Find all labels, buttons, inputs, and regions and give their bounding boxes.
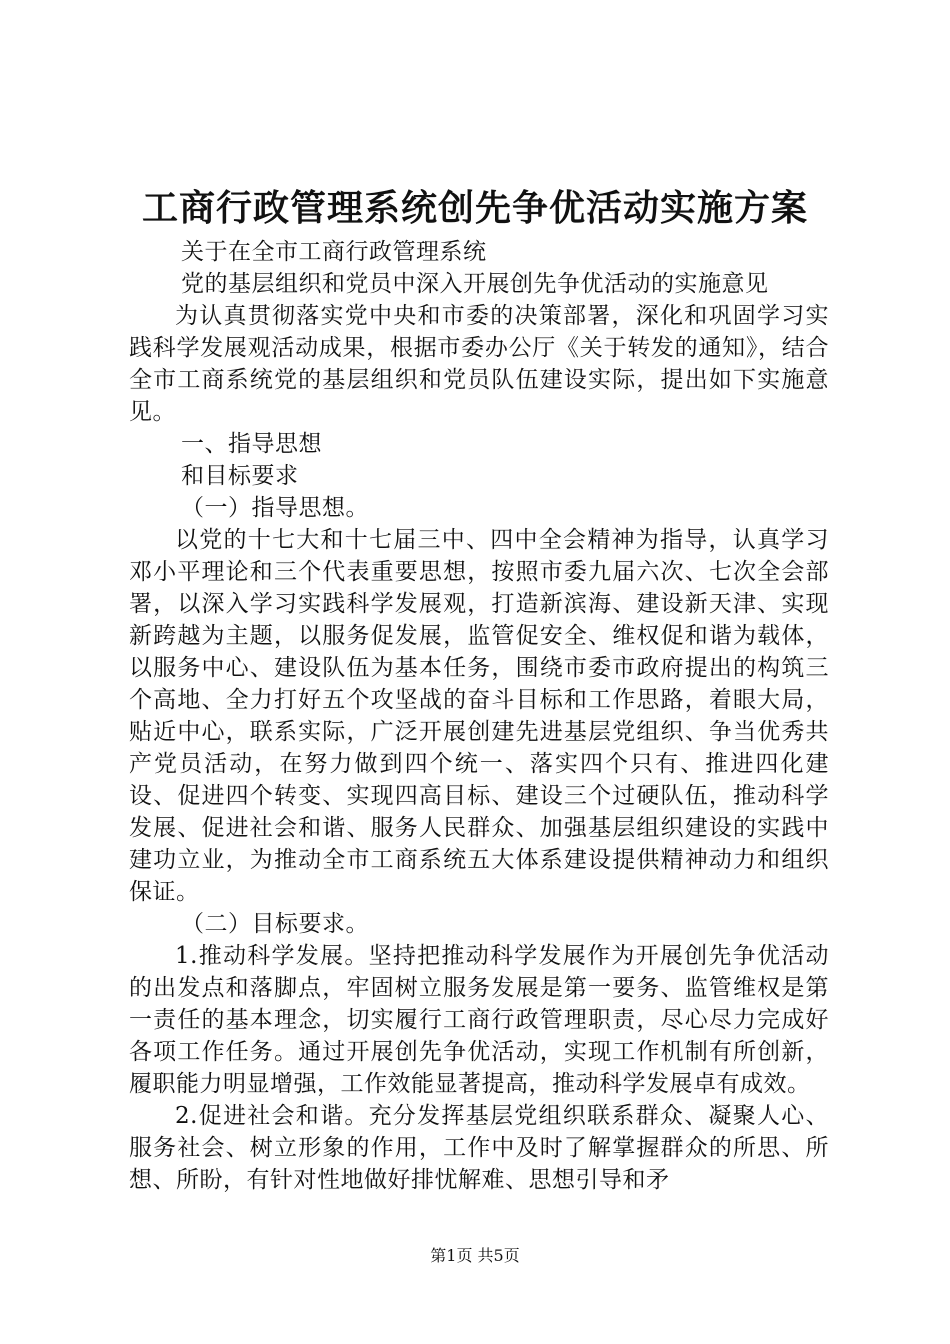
subtitle-line-2: 党的基层组织和党员中深入开展创先争优活动的实施意见: [181, 271, 769, 297]
section-heading-line-2: 和目标要求: [181, 463, 299, 489]
goal-item-1: 1.推动科学发展。坚持把推动科学发展作为开展创先争优活动的出发点和落脚点，牢固树立服务发展是第一要务、监管维权是第一责任的基本理念，切实履行工商行政管理职责，尽心尽力完成好各项工作任务。通过开展创先争优活动，实现工作机制有所创新，履职能力明显增强，工作效能显著提高，推动科学发展卓有成效。: [129, 943, 829, 1097]
subtitle-line-1: 关于在全市工商行政管理系统: [181, 239, 487, 265]
page-number-footer: 第1页 共5页: [430, 1246, 520, 1265]
intro-paragraph: 为认真贯彻落实党中央和市委的决策部署，深化和巩固学习实践科学发展观活动成果，根据市委办公厅《关于转发的通知》，结合全市工商系统党的基层组织和党员队伍建设实际，提出如下实施意见。: [129, 303, 829, 425]
guiding-ideology-paragraph: 以党的十七大和十七届三中、四中全会精神为指导，认真学习邓小平理论和三个代表重要思想，按照市委九届六次、七次全会部署，以深入学习实践科学发展观，打造新滨海、建设新天津、实现新跨越为主题，以服务促发展，监管促安全、维权促和谐为载体，以服务中心、建设队伍为基本任务，围绕市委市政府提出的构筑三个高地、全力打好五个攻坚战的奋斗目标和工作思路，着眼大局，贴近中心，联系实际，广泛开展创建先进基层党组织、争当优秀共产党员活动，在努力做到四个统一、落实四个只有、推进四化建设、促进四个转变、实现四高目标、建设三个过硬队伍，推动科学发展、促进社会和谐、服务人民群众、加强基层组织建设的实践中建功立业，为推动全市工商系统五大体系建设提供精神动力和组织保证。: [129, 527, 829, 905]
subsection-heading-1: （一）指导思想。: [181, 495, 369, 521]
section-heading-line-1: 一、指导思想: [181, 431, 322, 457]
subsection-heading-2: （二）目标要求。: [181, 911, 369, 937]
goal-item-2: 2.促进社会和谐。充分发挥基层党组织联系群众、凝聚人心、服务社会、树立形象的作用，工作中及时了解掌握群众的所思、所想、所盼，有针对性地做好排忧解难、思想引导和矛: [129, 1103, 829, 1193]
document-title: 工商行政管理系统创先争优活动实施方案: [141, 187, 808, 229]
document-body: [129, 236, 829, 1196]
